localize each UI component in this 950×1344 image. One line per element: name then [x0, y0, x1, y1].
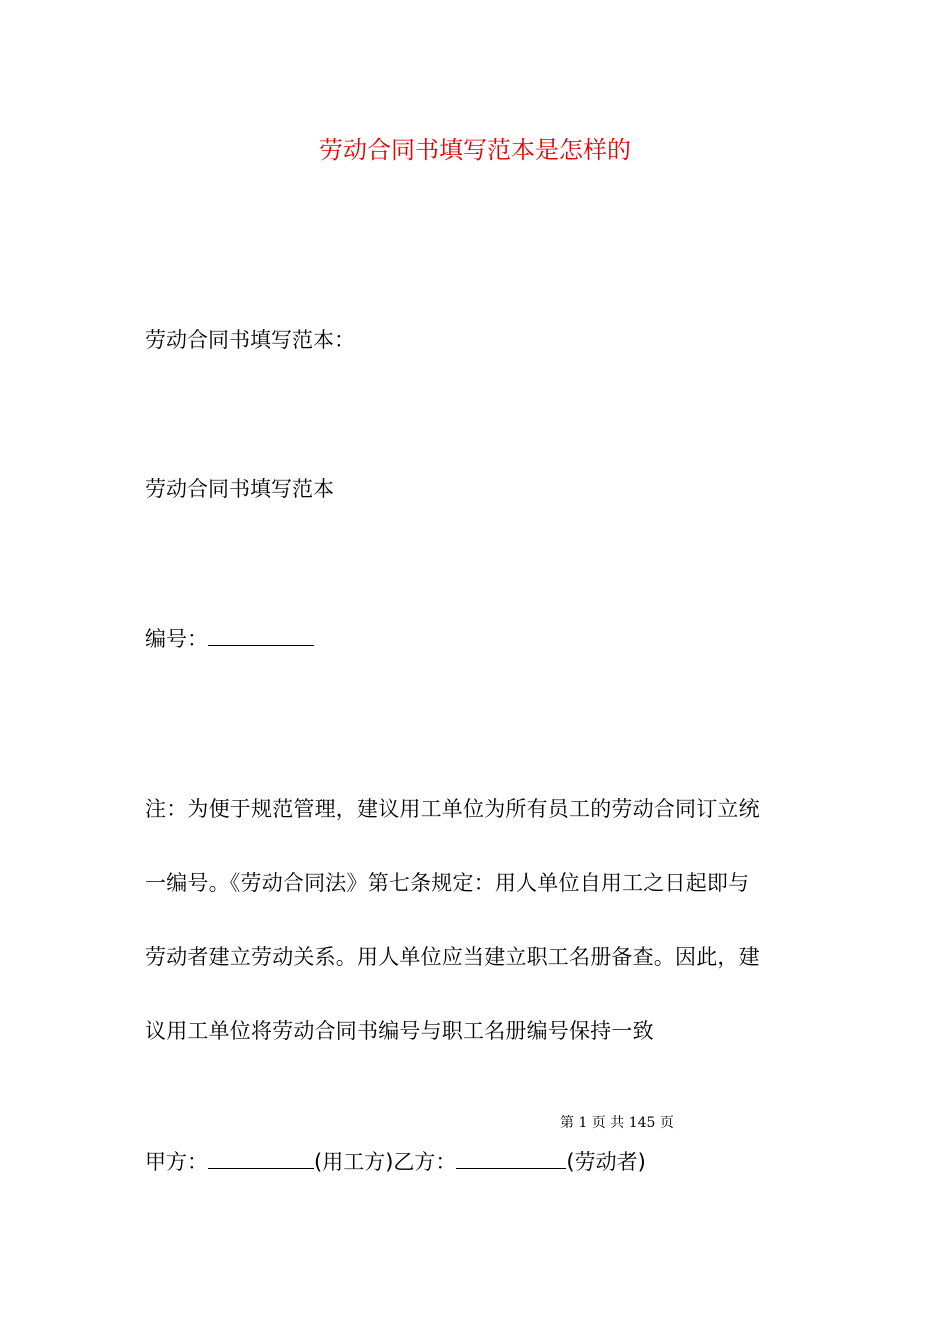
note-line: 一编号。《劳动合同法》第七条规定：用人单位自用工之日起即与: [145, 871, 750, 895]
party-a-label: 甲方：: [145, 1150, 208, 1174]
document-title: 劳动合同书填写范本是怎样的: [319, 136, 631, 164]
number-blank: [208, 623, 314, 646]
intro-label: 劳动合同书填写范本：: [145, 328, 355, 352]
number-label: 编号：: [145, 627, 208, 651]
party-b-role: (劳动者): [566, 1150, 646, 1174]
page-indicator: 第 1 页 共 145 页: [560, 1115, 674, 1131]
party-line: [145, 1146, 646, 1177]
number-line: [145, 623, 314, 654]
party-b-blank: [456, 1146, 566, 1169]
note-line: 劳动者建立劳动关系。用人单位应当建立职工名册备查。因此，建: [145, 945, 760, 969]
note-line: 注：为便于规范管理，建议用工单位为所有员工的劳动合同订立统: [145, 797, 760, 821]
subheading: 劳动合同书填写范本: [145, 477, 334, 501]
party-a-blank: [208, 1146, 314, 1169]
note-paragraph: [145, 772, 810, 1068]
party-a-role: (用工方)乙方：: [314, 1150, 457, 1174]
note-line: 议用工单位将劳动合同书编号与职工名册编号保持一致: [145, 1019, 654, 1043]
